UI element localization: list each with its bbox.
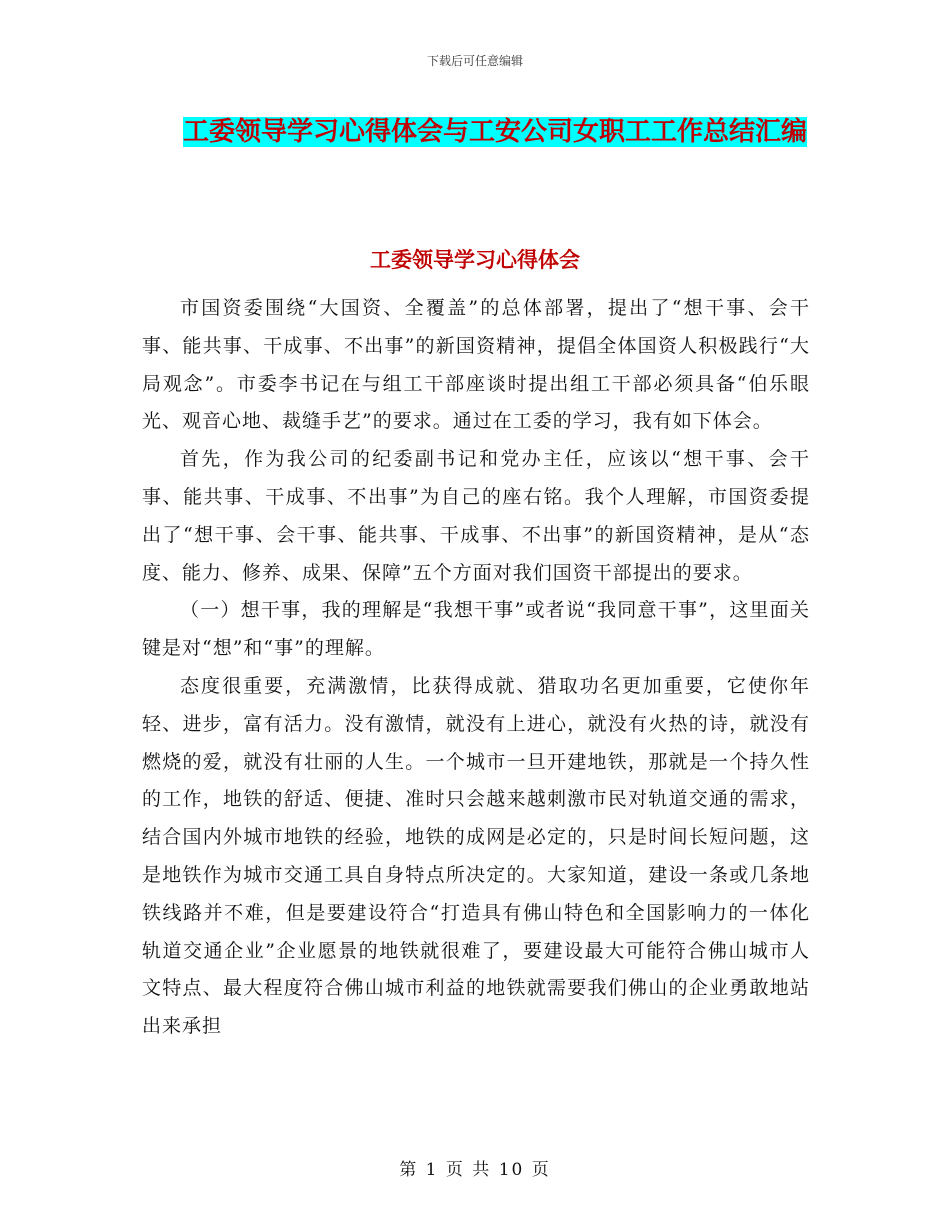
paragraph-3: （一）想干事，我的理解是“我想干事”或者说“我同意干事”，这里面关键是对“想”和“事”的理解。 (142, 599, 810, 660)
section-title: 工委领导学习心得体会 (370, 248, 580, 272)
header-note: 下载后可任意编辑 (426, 54, 523, 68)
document-title-text: 工委领导学习心得体会与工安公司女职工工作总结汇编 (182, 117, 807, 147)
paragraph-2: 首先，作为我公司的纪委副书记和党办主任，应该以“想干事、会干事、能共事、干成事、不出事”为自己的座右铭。我个人理解，市国资委提出了“想干事、会干事、能共事、干成事、不出事”的新国资精神，是从“态度、能力、修养、成果、保障”五个方面对我们国资干部提出的要求。 (142, 448, 810, 584)
document-title (180, 110, 810, 154)
page-footer: 第 1 页 共 10 页 (399, 1160, 551, 1180)
body-text (142, 290, 810, 1046)
paragraph-4: 态度很重要，充满激情，比获得成就、猎取功名更加重要，它使你年轻、进步，富有活力。没有激情，就没有上进心，就没有火热的诗，就没有燃烧的爱，就没有壮丽的人生。一个城市一旦开建地铁，那就是一个持久性的工作，地铁的舒适、便捷、准时只会越来越刺激市民对轨道交通的需求，结合国内外城市地铁的经验，地铁的成网是必定的，只是时间长短问题，这是地铁作为城市交通工具自身特点所决定的。大家知道，建设一条或几条地铁线路并不难，但是要建设符合“打造具有佛山特色和全国影响力的一体化轨道交通企业”企业愿景的地铁就很难了，要建设最大可能符合佛山城市人文特点、最大程度符合佛山城市利益的地铁就需要我们佛山的企业勇敢地站出来承担 (142, 674, 810, 1038)
paragraph-1: 市国资委围绕“大国资、全覆盖”的总体部署，提出了“想干事、会干事、能共事、干成事、不出事”的新国资精神，提倡全体国资人积极践行“大局观念”。市委李书记在与组工干部座谈时提出组工干部必须具备“伯乐眼光、观音心地、裁缝手艺”的要求。通过在工委的学习，我有如下体会。 (142, 297, 810, 433)
